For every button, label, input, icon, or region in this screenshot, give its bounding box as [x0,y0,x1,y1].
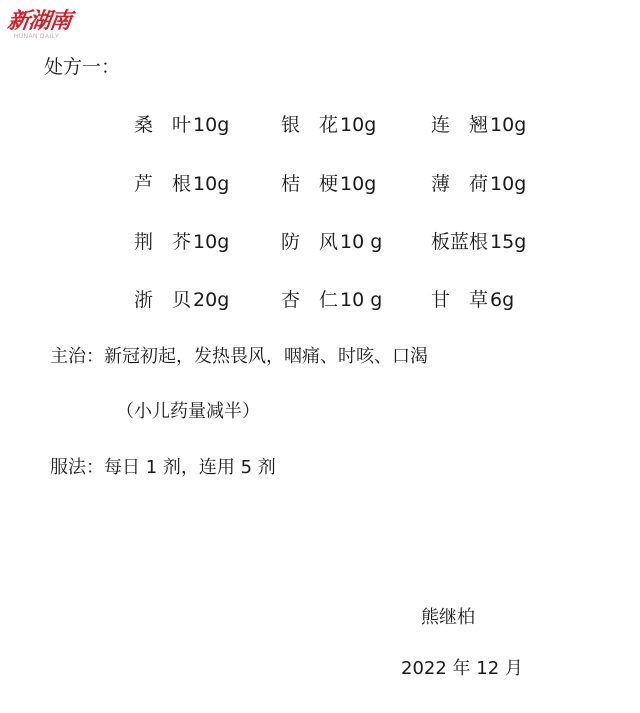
prescription-date: 2022 年 12 月 [401,658,523,679]
logo-subtitle: HUNAN DAILY [14,34,60,40]
herb-name: 浙 贝 [134,289,192,311]
herb-item [134,169,229,196]
child-dosage-note: （小儿药量减半） [116,401,260,422]
herb-name: 甘 草 [431,289,489,311]
herb-name: 防 风 [281,231,339,253]
herb-item [431,110,526,137]
herb-name: 荆 芥 [134,231,192,253]
herb-name: 连 翘 [431,114,489,136]
herb-name: 银 花 [281,114,339,136]
logo-title: 新湖南 [5,8,73,34]
herb-name: 桑 叶 [134,114,192,136]
herb-dose: 10g [490,114,527,136]
prescription-heading: 处方一： [44,56,121,78]
herb-dose: 10g [193,114,230,136]
herb-item [281,169,376,196]
herb-item [431,169,526,196]
herb-item [134,227,229,254]
herb-item [134,110,229,137]
doctor-signature: 熊继柏 [421,607,475,628]
usage-text: 服法：每日 1 剂，连用 5 剂 [50,457,276,478]
herb-dose: 10g [193,231,230,253]
herb-dose: 10g [340,114,377,136]
herb-item [281,285,382,312]
herb-dose: 20g [193,289,230,311]
herb-item [431,227,526,254]
herb-name: 芦 根 [134,173,192,195]
herb-name: 薄 荷 [431,173,489,195]
herb-dose: 10g [340,173,377,195]
newspaper-logo [5,4,88,46]
indication-text: 主治：新冠初起，发热畏风，咽痛、时咳、口渴 [50,346,428,367]
herb-dose: 10 g [340,289,383,311]
herb-dose: 10g [490,173,527,195]
herb-dose: 10g [193,173,230,195]
herb-name: 板蓝根 [431,231,489,253]
herb-dose: 6g [490,289,515,311]
herb-dose: 15g [490,231,527,253]
herb-dose: 10 g [340,231,383,253]
herb-item [431,285,514,312]
herb-name: 桔 梗 [281,173,339,195]
herb-name: 杏 仁 [281,289,339,311]
herb-item [281,110,376,137]
herb-item [281,227,382,254]
herb-item [134,285,229,312]
